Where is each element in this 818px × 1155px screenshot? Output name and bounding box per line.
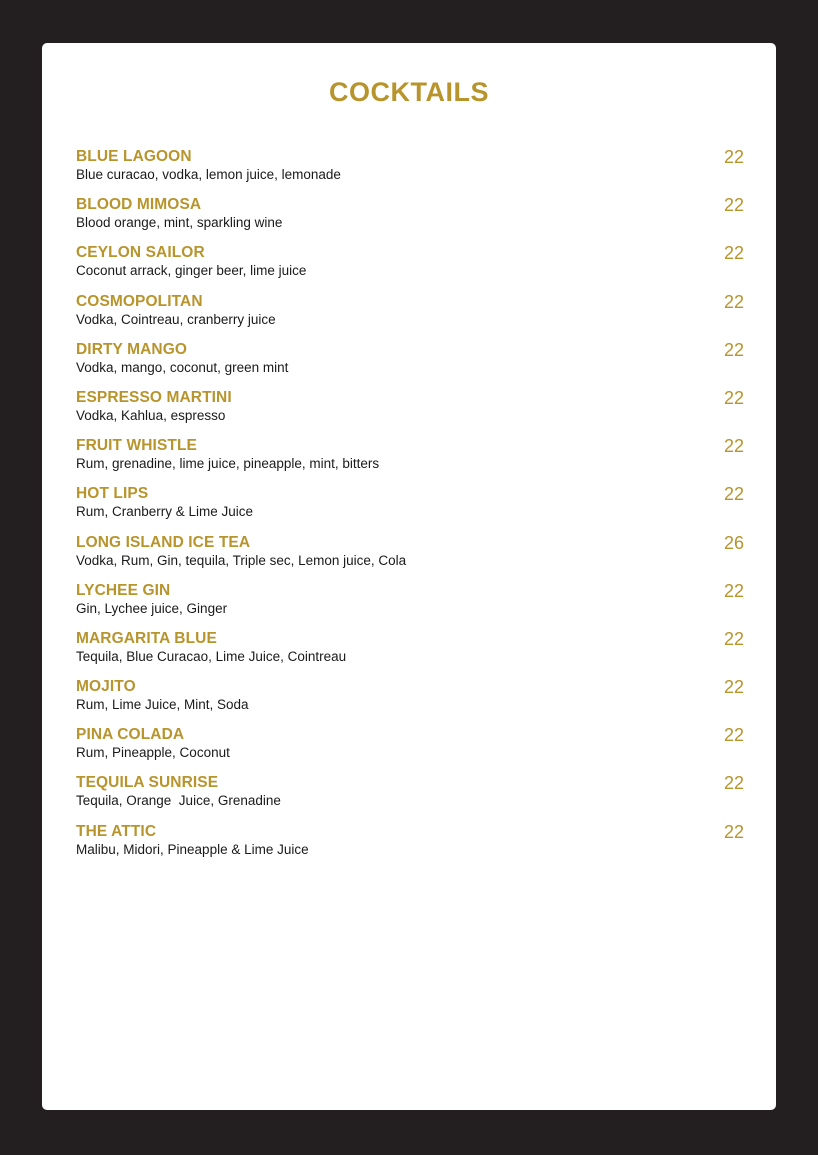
item-name: HOT LIPS <box>76 485 149 503</box>
cocktail-list <box>76 148 743 871</box>
item-description: Malibu, Midori, Pineapple & Lime Juice <box>76 841 309 857</box>
item-name: MOJITO <box>76 678 136 696</box>
item-description: Rum, grenadine, lime juice, pineapple, mint, bitters <box>76 456 380 472</box>
menu-item <box>76 678 743 726</box>
item-name: MARGARITA BLUE <box>76 629 217 647</box>
item-description: Tequila, Orange Juice, Grenadine <box>76 793 281 809</box>
menu-title: COCKTAILS <box>329 77 489 107</box>
menu-item <box>76 148 743 196</box>
item-description: Rum, Pineapple, Coconut <box>76 745 230 761</box>
menu-item <box>76 534 743 582</box>
item-price: 22 <box>723 773 744 794</box>
item-name: COSMOPOLITAN <box>76 292 203 310</box>
item-price: 22 <box>723 387 744 408</box>
item-name: THE ATTIC <box>76 822 157 840</box>
item-description: Vodka, Kahlua, espresso <box>76 407 226 423</box>
menu-item <box>76 341 743 389</box>
item-description: Rum, Lime Juice, Mint, Soda <box>76 697 249 713</box>
item-price: 22 <box>723 147 744 167</box>
item-description: Gin, Lychee juice, Ginger <box>76 600 228 616</box>
item-price: 22 <box>723 436 744 457</box>
item-name: DIRTY MANGO <box>76 340 188 358</box>
item-description: Vodka, Rum, Gin, tequila, Triple sec, Lemon juice, Cola <box>76 552 407 568</box>
item-price: 22 <box>723 580 744 601</box>
item-price: 22 <box>723 725 744 746</box>
item-name: ESPRESSO MARTINI <box>76 388 232 406</box>
item-name: LONG ISLAND ICE TEA <box>76 533 251 551</box>
menu-item <box>76 774 743 822</box>
item-price: 22 <box>723 291 744 312</box>
menu-item <box>76 389 743 437</box>
menu-item <box>76 196 743 244</box>
item-description: Vodka, Cointreau, cranberry juice <box>76 311 276 327</box>
menu-item <box>76 485 743 533</box>
item-name: FRUIT WHISTLE <box>76 437 197 455</box>
item-price: 22 <box>723 243 744 264</box>
item-description: Tequila, Blue Curacao, Lime Juice, Cointreau <box>76 648 347 664</box>
item-price: 22 <box>723 677 744 698</box>
item-name: BLOOD MIMOSA <box>76 196 202 214</box>
item-description: Rum, Cranberry & Lime Juice <box>76 504 254 520</box>
item-name: CEYLON SAILOR <box>76 244 205 262</box>
item-price: 22 <box>723 821 744 842</box>
menu-item <box>76 293 743 341</box>
menu-item <box>76 726 743 774</box>
item-name: TEQUILA SUNRISE <box>76 774 219 792</box>
item-description: Vodka, mango, coconut, green mint <box>76 359 289 375</box>
item-price: 22 <box>723 484 744 505</box>
menu-item <box>76 582 743 630</box>
menu-item <box>76 244 743 292</box>
item-name: LYCHEE GIN <box>76 581 171 599</box>
item-price: 22 <box>723 339 744 360</box>
menu-item <box>76 437 743 485</box>
item-name: PINA COLADA <box>76 726 185 744</box>
item-price: 26 <box>723 532 744 553</box>
item-description: Coconut arrack, ginger beer, lime juice <box>76 263 307 279</box>
item-price: 22 <box>723 628 744 649</box>
item-description: Blood orange, mint, sparkling wine <box>76 215 283 231</box>
item-name: BLUE LAGOON <box>76 148 192 165</box>
item-description: Blue curacao, vodka, lemon juice, lemonade <box>76 167 341 182</box>
menu-item <box>76 630 743 678</box>
menu-page <box>42 43 776 1110</box>
item-price: 22 <box>723 195 744 216</box>
menu-item <box>76 823 743 871</box>
